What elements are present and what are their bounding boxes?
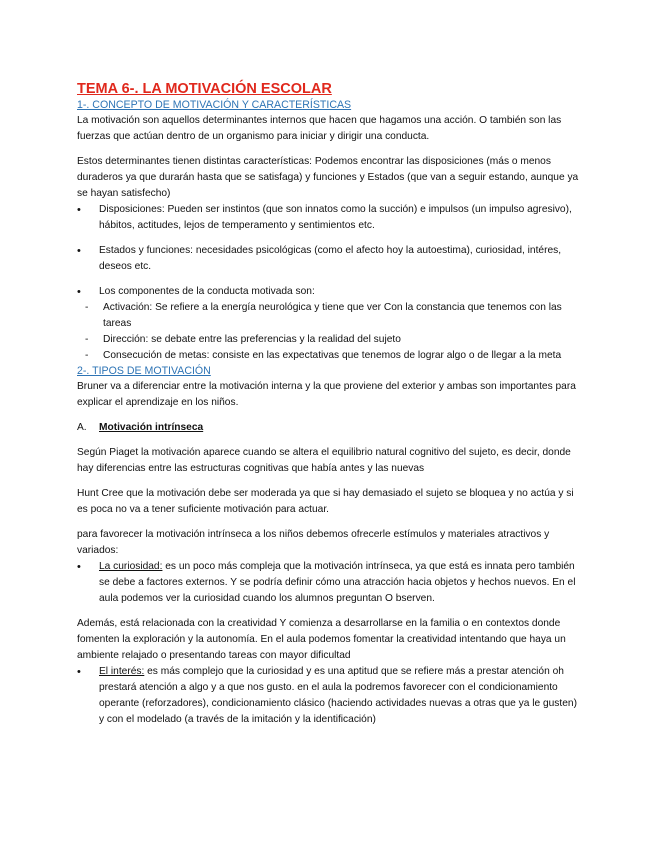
list-item-text: Consecución de metas: consiste en las expectativas que tenemos de lograr algo o de llegar a la meta: [103, 350, 562, 361]
bullet-marker: •: [77, 245, 81, 257]
list-item-text: Activación: Se refiere a la energía neurológica y tiene que ver Con la constancia que tenemos con las tareas: [103, 302, 562, 329]
list-item: [77, 332, 583, 348]
paragraph-piaget: Según Piaget la motivación aparece cuando se altera el equilibrio natural cognitivo del sujeto, es decir, donde hay diferencias entre las estructuras cognitivas que había antes y las nuevas: [77, 447, 571, 474]
list-item-text: Disposiciones: Pueden ser instintos (que son innatos como la succión) e impulsos (un impulso agresivo), hábitos, actitudes, lejos de temperamento y sentimientos etc.: [99, 204, 572, 231]
bullet-marker: •: [77, 204, 81, 216]
document-title: TEMA 6-. LA MOTIVACIÓN ESCOLAR: [77, 81, 332, 97]
dash-list-componentes: [77, 300, 583, 364]
term-interes: El interés:: [99, 666, 145, 677]
paragraph-definicion: La motivación son aquellos determinantes internos que hacen que hagamos una acción. O también son las fuerzas que actúan dentro de un organismo para iniciar y dirigir una conducta.: [77, 115, 562, 142]
bullet-list-interes: [77, 664, 583, 728]
list-item: [77, 284, 583, 300]
bullet-list-curiosidad: [77, 559, 583, 607]
list-item-text: Los componentes de la conducta motivada son:: [99, 286, 315, 297]
list-item-text: Estados y funciones: necesidades psicológicas (como el afecto hoy la autoestima), curiosidad, intéres, deseos etc.: [99, 245, 562, 272]
list-item: [77, 202, 583, 234]
term-curiosidad: La curiosidad:: [99, 561, 163, 572]
list-item: [77, 348, 583, 364]
interes-text: es más complejo que la curiosidad y es una aptitud que se refiere más a prestar atención oh prestará atención a algo y a que nos gusto. en el aula la podremos favorecer con el condicionamiento operante (reforzadores), condicionamiento clásico (haciendo actividades nuevas a otras que ya le gusten) y con el modelado (a través de la imitación y la identificación): [99, 666, 577, 725]
paragraph-favorecer: para favorecer la motivación intrínseca a los niños debemos ofrecerle estímulos y materiales atractivos y variados:: [77, 529, 550, 556]
bullet-marker: •: [77, 561, 81, 573]
subheading-marker: A.: [77, 422, 87, 433]
list-item: [77, 243, 583, 275]
document-page: [77, 80, 583, 728]
dash-marker: -: [85, 302, 89, 313]
subheading-motivacion-intrinseca: [77, 420, 583, 436]
list-item: [77, 559, 583, 607]
list-item: [77, 664, 583, 728]
list-item-text: Dirección: se debate entre las preferencias y la realidad del sujeto: [103, 334, 401, 345]
bullet-marker: •: [77, 666, 81, 678]
paragraph-caracteristicas: Estos determinantes tienen distintas características: Podemos encontrar las disposiciones (más o menos duraderos ya que durarán hasta que se satisfaga) y funciones y Estados (que van a seguir estando, aunque ya se hayan satisfecho): [77, 156, 579, 199]
bullet-marker: •: [77, 286, 81, 298]
list-item: [77, 300, 583, 332]
dash-marker: -: [85, 350, 89, 361]
paragraph-hunt: Hunt Cree que la motivación debe ser moderada ya que si hay demasiado el sujeto se bloquea y no actúa y si es poca no va a tener suficiente motivación para actuar.: [77, 488, 574, 515]
dash-marker: -: [85, 334, 89, 345]
paragraph-bruner: Bruner va a diferenciar entre la motivación interna y la que proviene del exterior y ambas son importantes para explicar el aprendizaje en los niños.: [77, 381, 576, 408]
section-heading-concepto: 1-. CONCEPTO DE MOTIVACIÓN Y CARACTERÍSTICAS: [77, 99, 352, 111]
paragraph-creatividad: Además, está relacionada con la creatividad Y comienza a desarrollarse en la familia o en contextos donde fomenten la exploración y la autonomía. En el aula podemos fomentar la creatividad intentando que haya un ambiente relajado o presentando tareas con mayor dificultad: [77, 618, 566, 661]
curiosidad-text: es un poco más compleja que la motivación intrínseca, ya que está es innata pero también se debe a factores externos. Y se podría definir cómo una atracción hacia objetos y hechos nuevos. En el aula podemos ver la curiosidad cuando los alumnos preguntan O bserven.: [99, 561, 576, 604]
subheading-text: Motivación intrínseca: [99, 422, 204, 433]
bullet-list-caracteristicas: [77, 202, 583, 300]
section-heading-tipos: 2-. TIPOS DE MOTIVACIÓN: [77, 365, 211, 377]
